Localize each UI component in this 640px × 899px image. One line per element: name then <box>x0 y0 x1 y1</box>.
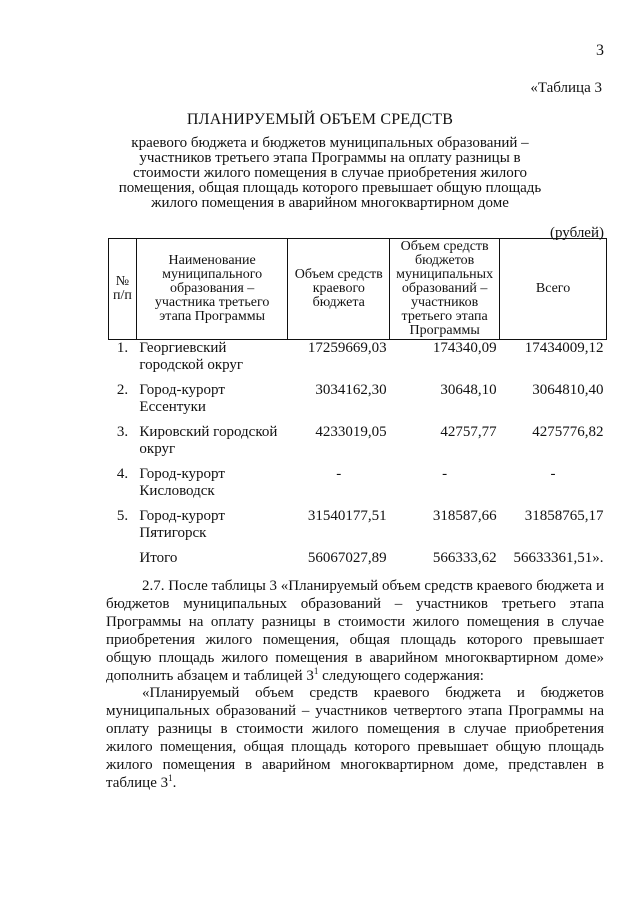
paragraph-inserted-text: «Планируемый объем средств краевого бюджета и бюджетов муниципальных образований – участников четвертого этапа Программы на оплату разницы в стоимости жилого помещения в случае приобретения жилого помещения, общая площадь которого превышает общую площадь жилого помещения в аварийном многоквартирном доме, представлен в таблице 3 <box>106 685 604 791</box>
row-name: Кировский городской округ <box>139 424 278 457</box>
row-municipal: 174340,09 <box>432 340 497 356</box>
paragraph-inserted-tail: . <box>172 775 177 791</box>
row-municipal: 318587,66 <box>432 508 497 524</box>
row-name: Город-курорт Ессентуки <box>139 382 225 415</box>
row-name: Город-курорт Пятигорск <box>139 508 225 541</box>
row-total: 31858765,17 <box>524 508 604 524</box>
header-total: Всего <box>500 239 607 340</box>
row-total: 17434009,12 <box>524 340 604 356</box>
row-regional: 17259669,03 <box>307 340 387 356</box>
table-row <box>109 508 607 550</box>
row-regional: 31540177,51 <box>307 508 387 524</box>
table-row <box>109 340 607 383</box>
units-label: (рублей) <box>549 225 604 241</box>
funding-table <box>108 238 607 592</box>
header-name: Наименование муниципального образования – участника третьего этапа Программы <box>136 239 287 340</box>
total-total: 56633361,51». <box>513 550 604 566</box>
table-header-row <box>109 239 607 340</box>
row-municipal: 30648,10 <box>440 382 497 398</box>
row-num: 1. <box>116 340 129 356</box>
total-municipal: 566333,62 <box>432 550 497 566</box>
row-num: 5. <box>116 508 129 524</box>
paragraph-amendment-text: 2.7. После таблицы 3 «Планируемый объем средств краевого бюджета и бюджетов муниципальных образований – участников третьего этапа Программы на оплату разницы в стоимости жилого помещения в случае приобретения жилого помещения, общая площадь которого превышает общую площадь жилого помещения в аварийном многоквартирном доме» дополнить абзацем и таблицей 3 <box>106 578 604 684</box>
table-row <box>109 466 607 508</box>
row-num: 2. <box>116 382 129 398</box>
row-total: 3064810,40 <box>532 382 604 398</box>
row-regional: - <box>336 466 342 482</box>
total-label: Итого <box>139 550 178 566</box>
row-municipal: - <box>442 466 448 482</box>
superscript: 1 <box>168 773 173 783</box>
page-number: 3 <box>596 42 604 59</box>
row-num: 3. <box>116 424 129 440</box>
header-regional: Объем средств краевого бюджета <box>288 239 390 340</box>
row-name: Город-курорт Кисловодск <box>139 466 225 499</box>
row-num: 4. <box>116 466 129 482</box>
superscript: 1 <box>313 666 319 676</box>
paragraph-amendment <box>106 577 604 685</box>
row-name: Георгиевский городской округ <box>139 340 244 373</box>
table-reference: «Таблица 3 <box>530 80 602 96</box>
total-regional: 56067027,89 <box>307 550 387 566</box>
paragraph-amendment-tail: следующего содержания: <box>318 668 484 684</box>
header-num: № п/п <box>109 239 137 340</box>
document-title: ПЛАНИРУЕМЫЙ ОБЪЕМ СРЕДСТВ <box>186 111 454 128</box>
table-row <box>109 382 607 424</box>
row-regional: 3034162,30 <box>315 382 387 398</box>
row-total: 4275776,82 <box>532 424 604 440</box>
document-subtitle: краевого бюджета и бюджетов муниципальных образований – участников третьего этапа Программы на оплату разницы в стоимости жилого помещения в случае приобретения жилого помещения, общая площадь которого превышает общую площадь жилого помещения в аварийном многоквартирном доме <box>118 135 542 211</box>
row-municipal: 42757,77 <box>440 424 497 440</box>
row-regional: 4233019,05 <box>315 424 387 440</box>
paragraph-inserted <box>106 684 604 792</box>
table-row <box>109 424 607 466</box>
header-municipal: Объем средств бюджетов муниципальных образований – участников третьего этапа Программы <box>390 239 500 340</box>
row-total: - <box>550 466 556 482</box>
